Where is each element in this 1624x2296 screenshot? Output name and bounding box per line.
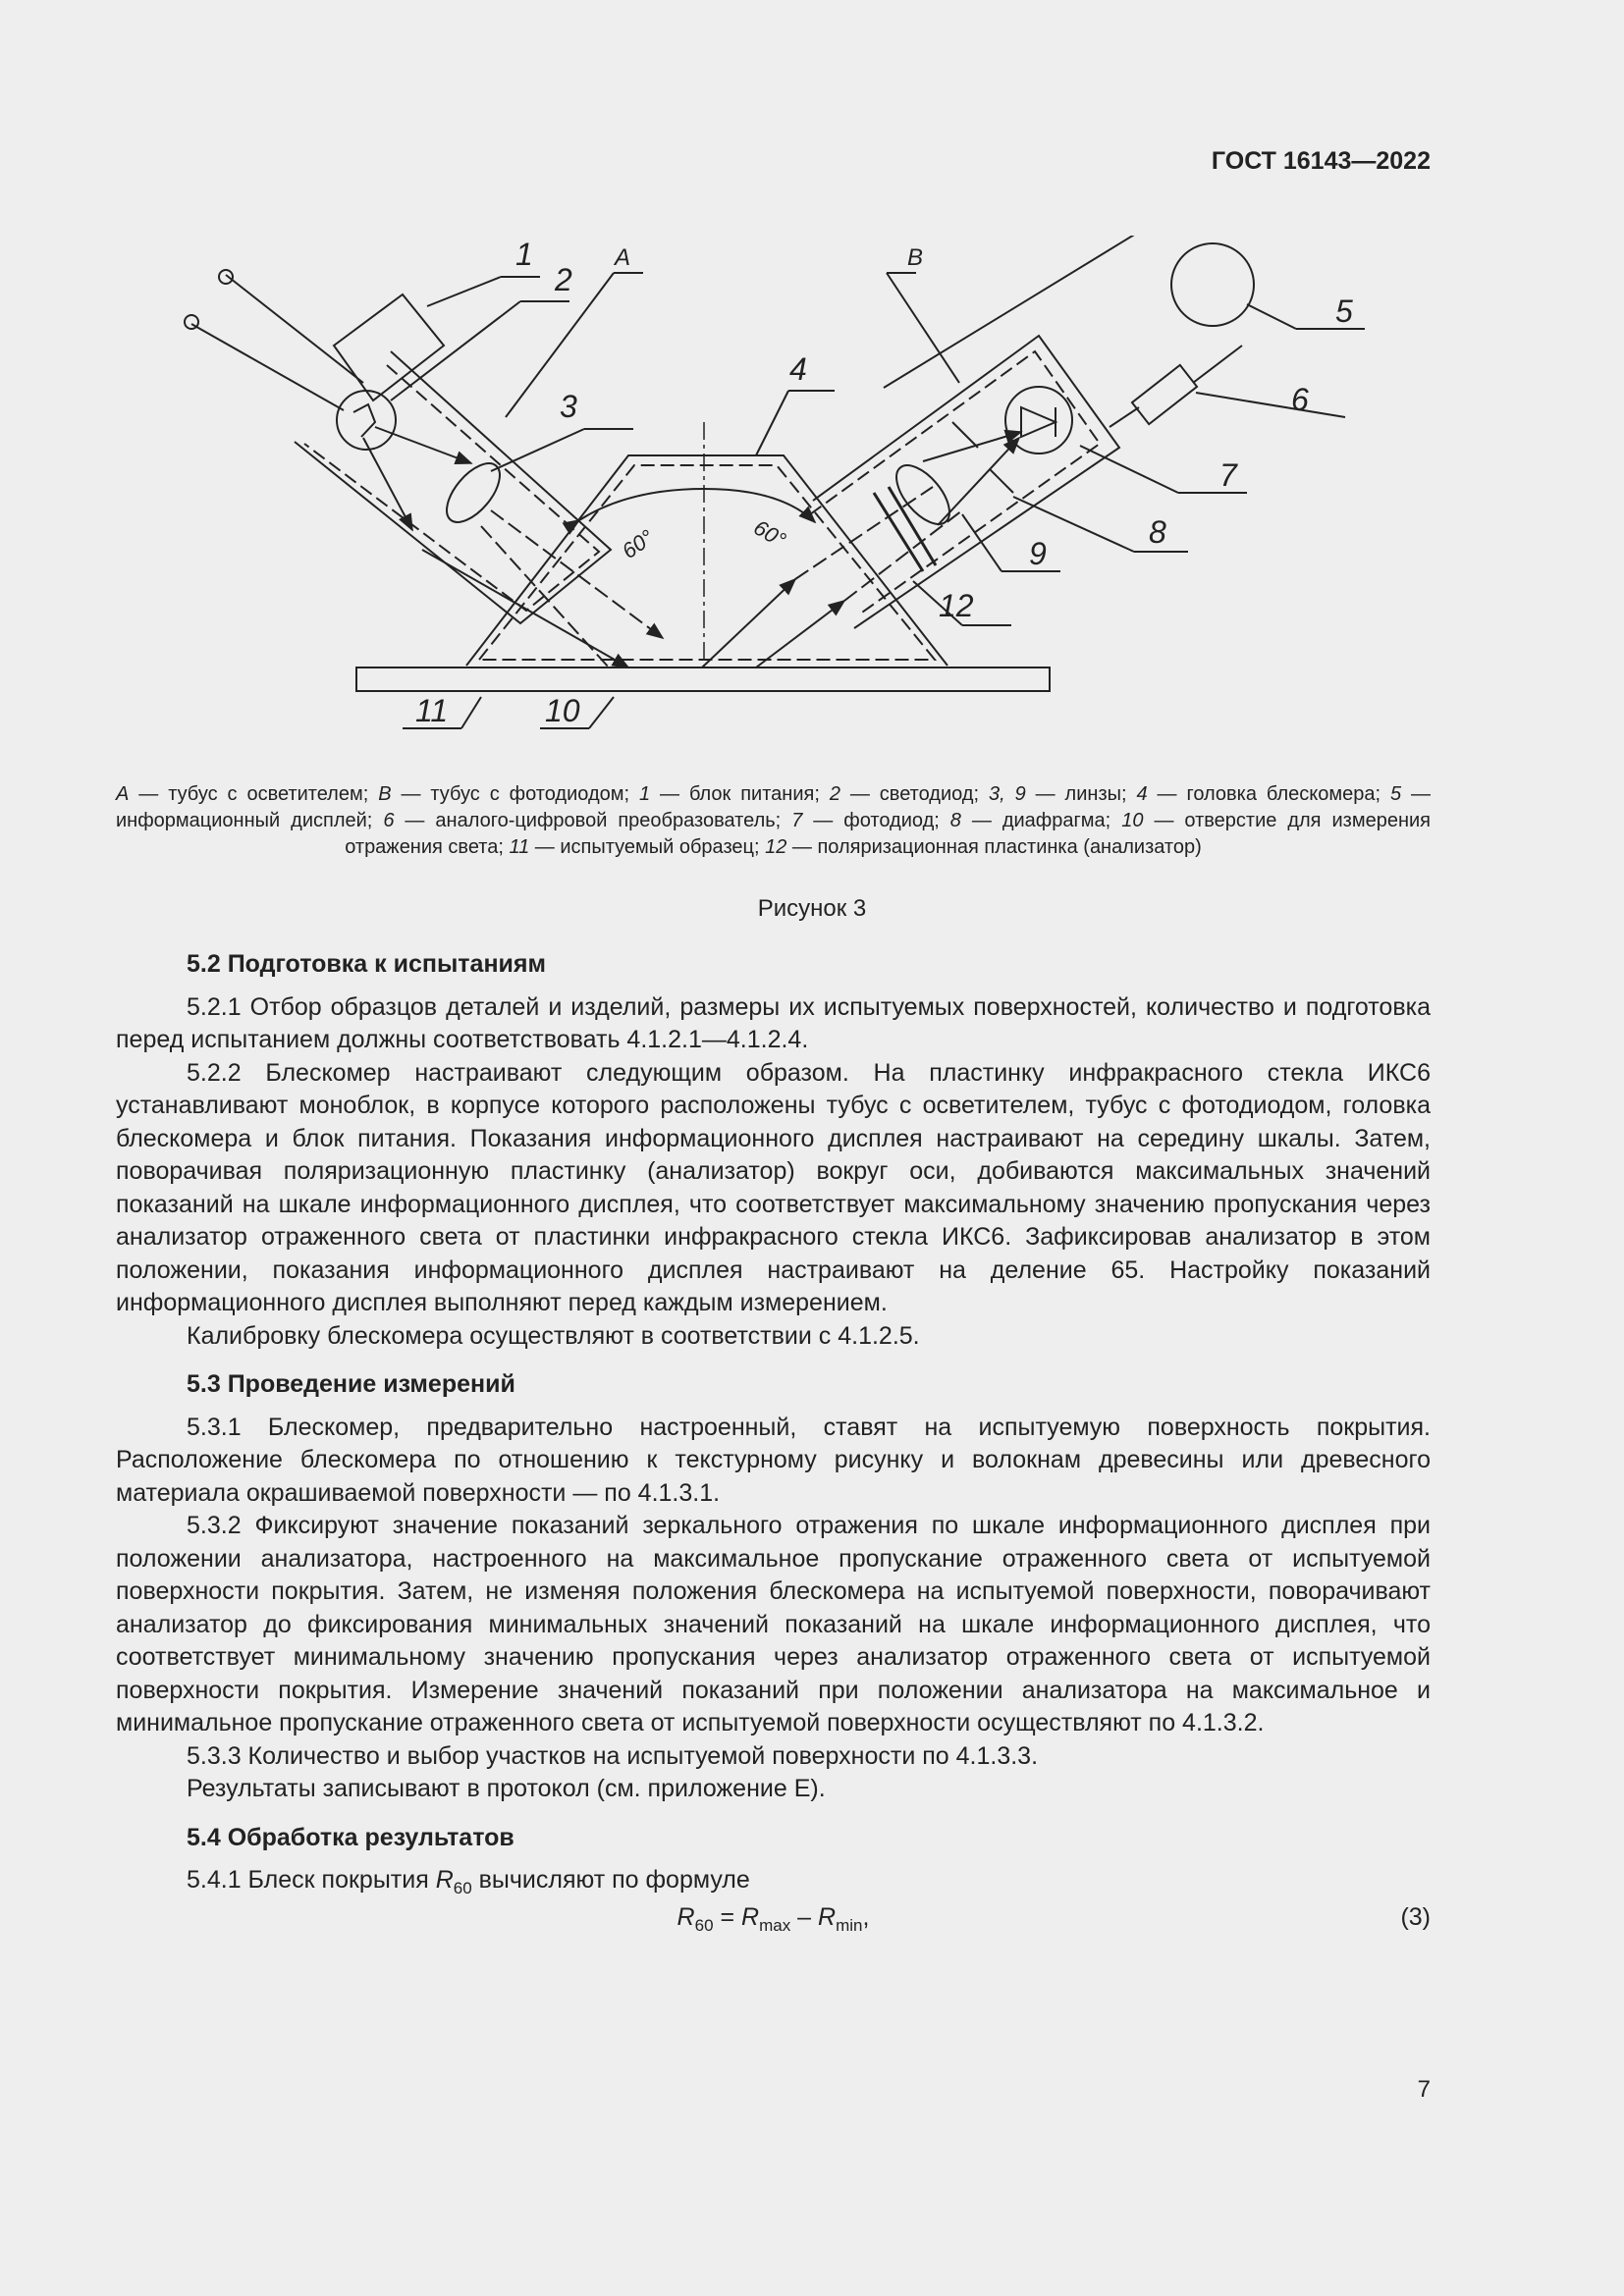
label-11: 11 (415, 693, 449, 728)
figure-title: Рисунок 3 (757, 895, 867, 922)
section-heading: 5.3 Проведение измерений (187, 1370, 515, 1398)
page-number: 7 (1417, 2076, 1431, 2103)
label-1: 1 (515, 237, 533, 272)
legend-item: B — тубус с фотодиодом; (378, 783, 639, 805)
formula-number: (3) (1400, 1902, 1431, 1931)
legend-item: 7 — фотодиод; (791, 810, 950, 831)
paragraph: 5.3.3 Количество и выбор участков на испытуемой поверхности по 4.1.3.3. (187, 1741, 1039, 1770)
angle-right: 60° (749, 514, 790, 553)
formula: $R_{60} = R_{max} - R_{min}$, (3) (677, 1902, 1431, 1935)
label-6: 6 (1291, 382, 1309, 417)
lens-3 (437, 454, 510, 531)
section-heading: 5.2 Подготовка к испытаниям (187, 950, 547, 978)
label-8: 8 (1149, 514, 1166, 550)
paragraph: 5.2.1 Отбор образцов деталей и изделий, размеры их испытуемых поверхностей, количество и подготовка перед испытанием должны соответствовать 4.1.2.1—4.1.2.4. (116, 992, 1431, 1053)
label-9: 9 (1029, 536, 1047, 571)
label-2: 2 (555, 262, 572, 297)
paragraph: Калибровку блескомера осуществляют в соответствии с 4.1.2.5. (187, 1321, 920, 1350)
legend-item: 12 — поляризационная пластинка (анализатор) (765, 836, 1202, 858)
legend-item: 4 — головка блескомера; (1136, 783, 1390, 805)
paragraph: 5.3.2 Фиксируют значение показаний зеркального отражения по шкале информационного дисплея при положении анализатора, настроенного на максимальное пропускание отраженного света от испытуемой поверхности покрытия. Затем, не изменяя положения блескомера на испытуемой поверхности, поворачивают анализатор до фиксирования минимальных значений показаний на шкале информационного дисплея, что соответствует минимальному значению пропускания через анализатор отраженного света от испытуемой поверхности покрытия. Измерение значений показаний при положении анализатора на максимальное и минимальное пропускание отраженного света от испытуемой поверхности осуществляют по 4.1.3.2. (116, 1512, 1431, 1736)
label-tube-b: B (907, 244, 924, 271)
legend-item: 3, 9 — линзы; (988, 783, 1137, 805)
section-heading: 5.4 Обработка результатов (187, 1823, 514, 1851)
label-5: 5 (1335, 294, 1353, 329)
label-12: 12 (939, 588, 974, 623)
display (1171, 243, 1254, 326)
document-header: ГОСТ 16143—2022 (1211, 147, 1431, 175)
label-3: 3 (560, 389, 577, 424)
label-10: 10 (545, 693, 580, 728)
document-body (116, 948, 1431, 1934)
legend-item: 8 — диафрагма; (949, 810, 1122, 831)
legend-item: 6 — аналого-цифровой преобразователь; (383, 810, 792, 831)
glossmeter-head (466, 455, 947, 666)
legend-item: 2 — светодиод; (829, 783, 989, 805)
paragraph: Результаты записывают в протокол (см. приложение Е). (187, 1775, 826, 1802)
adc (1132, 365, 1197, 424)
label-7: 7 (1219, 457, 1237, 493)
paragraph: 5.4.1 Блеск покрытия $R_{60}$ вычисляют по формуле (187, 1866, 750, 1897)
legend-item: A — тубус с осветителем; (116, 783, 379, 805)
label-4: 4 (789, 351, 807, 387)
tube-b (810, 336, 1119, 628)
figure-legend (116, 781, 1431, 861)
led (337, 391, 396, 450)
legend-item: 11 — испытуемый образец; (509, 836, 766, 858)
legend-item: 1 — блок питания; (638, 783, 830, 805)
legend-item: 5 — информационный дисплей; (116, 783, 1432, 831)
legend-item: 10 — отверстие для измерения отражения света; (345, 810, 1431, 858)
paragraph: 5.3.1 Блескомер, предварительно настроенный, ставят на испытуемую поверхность покрытия. Расположение блескомера по отношению к текстурному рисунку и волокнам древесины или древесного материала окрашиваемой поверхности — по 4.1.3.1. (116, 1413, 1431, 1507)
photodiode (1005, 387, 1072, 454)
angle-left: 60° (617, 524, 659, 564)
sample-plate (356, 667, 1050, 691)
diagram-drawing (185, 236, 1365, 728)
glossmeter-diagram (167, 236, 1404, 756)
label-tube-a: A (615, 244, 631, 271)
paragraph: 5.2.2 Блескомер настраивают следующим образом. На пластинку инфракрасного стекла ИКС6 устанавливают моноблок, в корпусе которого расположены тубус с осветителем, тубус с фотодиодом, головка блескомера и блок питания. Показания информационного дисплея настраивают на середину шкалы. Затем, поворачивая поляризационную пластинку (анализатор) вокруг оси, добиваются максимальных значений показаний на шкале информационного дисплея, что соответствует максимальному значению пропускания через анализатор отраженного света от пластинки инфракрасного стекла ИКС6. Зафиксировав анализатор в этом положении, показания информационного дисплея настраивают на деление 65. Настройку показаний информационного дисплея выполняют перед каждым измерением. (116, 1058, 1431, 1316)
